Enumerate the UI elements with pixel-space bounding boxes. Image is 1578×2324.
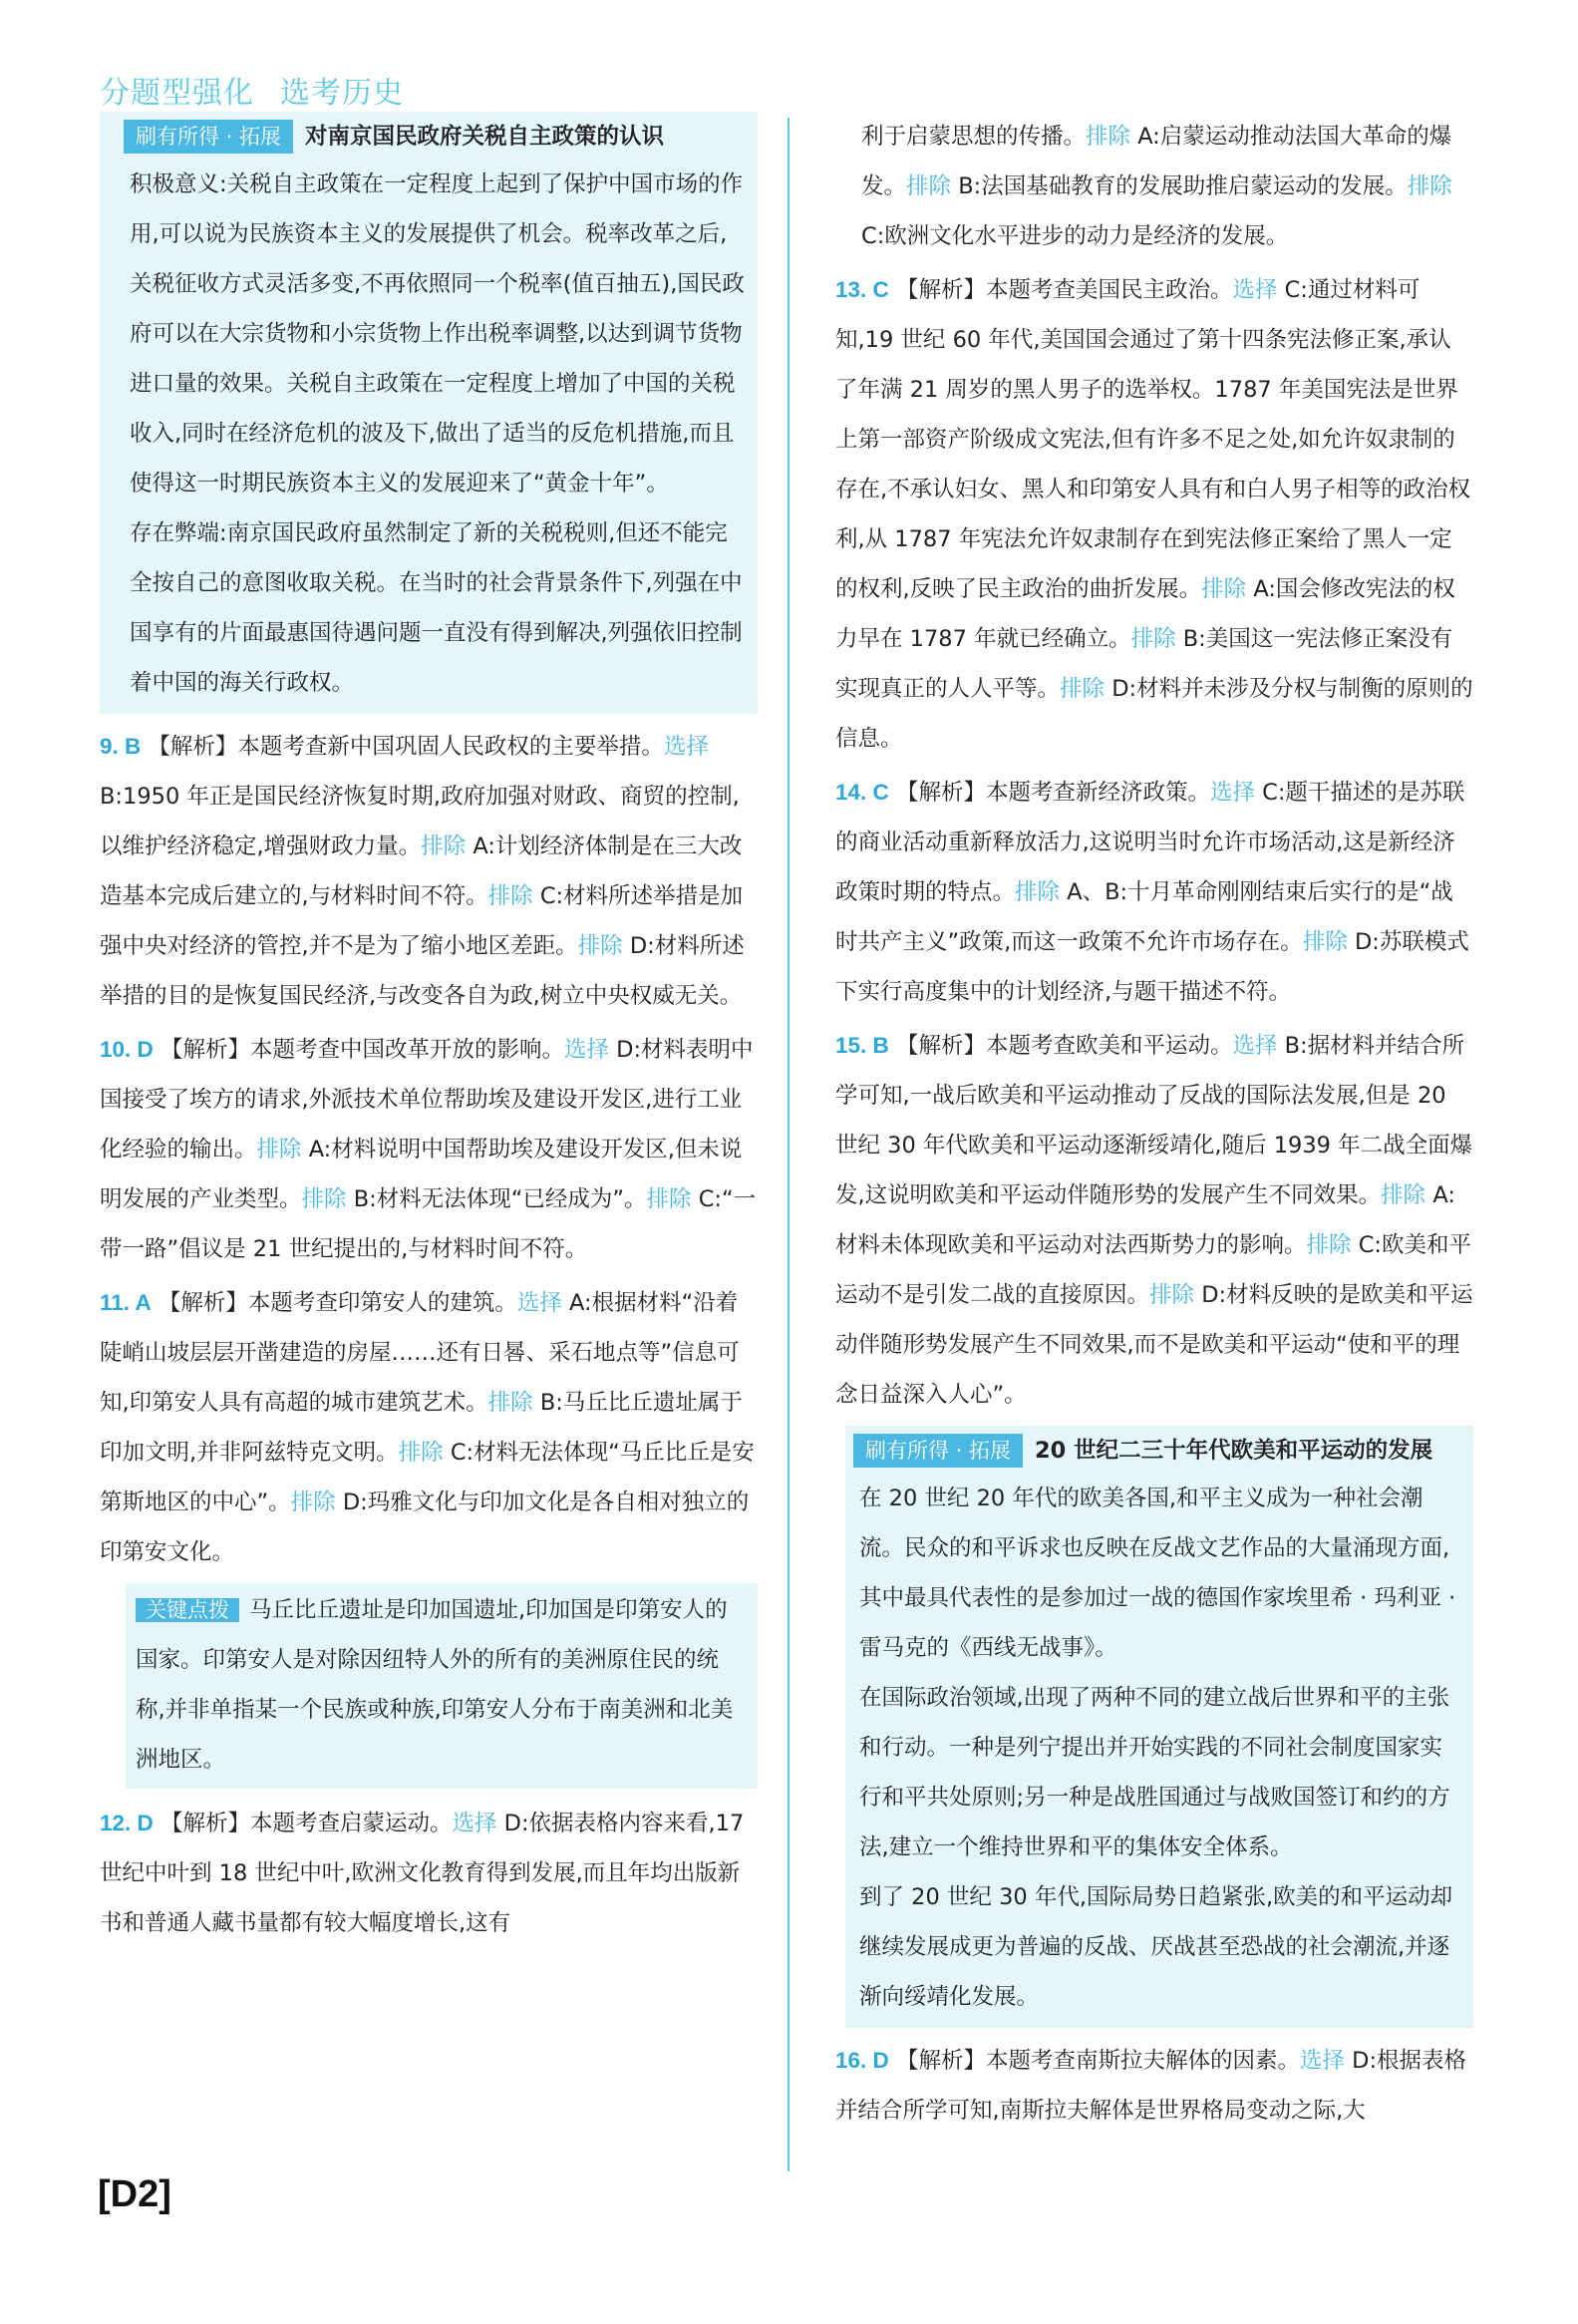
answer-item-16 <box>835 2036 1473 2136</box>
exclude-label: 排除 <box>1381 1182 1426 1208</box>
exclude-label: 排除 <box>646 1186 692 1212</box>
exclude-label: 排除 <box>1306 1232 1352 1258</box>
answer-number: 12. D <box>100 1811 154 1835</box>
analysis-text: B:1950 年正是国民经济恢复时期,政府加强对财政、商贸的控制,以维护经济稳定,增强财政力量。 <box>100 784 740 859</box>
expand-box-header <box>124 114 748 160</box>
column-divider <box>788 118 789 2171</box>
expand-title: 20 世纪二三十年代欧美和平运动的发展 <box>1035 1438 1433 1464</box>
answer-item-13 <box>835 265 1473 764</box>
select-label: 选择 <box>1232 1033 1278 1059</box>
exclude-label: 排除 <box>301 1186 347 1212</box>
expand-tag: 刷有所得 · 拓展 <box>853 1434 1023 1468</box>
exclude-label: 排除 <box>577 933 623 959</box>
analysis-text: B:据材料并结合所学可知,一战后欧美和平运动推动了反战的国际法发展,但是 20 世纪 30 年代欧美和平运动逐渐绥靖化,随后 1939 年二战全面爆发,这说明欧美和平运动伴随形势的发展产生不同效果。 <box>835 1033 1473 1208</box>
analysis-text: D:材料所述举措的目的是恢复国民经济,与改变各自为政,树立中央权威无关。 <box>100 933 745 1009</box>
exclude-label: 排除 <box>421 833 467 859</box>
expand-box-header <box>853 1428 1463 1474</box>
analysis-text: B:美国这一宪法修正案没有实现真正的人人平等。 <box>835 626 1453 702</box>
header-subject: 选考历史 <box>280 76 404 111</box>
analysis-text: C:“一带一路”倡议是 21 世纪提出的,与材料时间不符。 <box>100 1186 757 1262</box>
expand-tag: 刷有所得 · 拓展 <box>124 120 293 154</box>
answer-number: 9. B <box>100 734 142 759</box>
exclude-label: 排除 <box>398 1440 444 1466</box>
analysis-text: B:法国基础教育的发展助推启蒙运动的发展。 <box>958 173 1408 199</box>
exclude-label: 排除 <box>1015 879 1061 905</box>
analysis-text: D:材料并未涉及分权与制衡的原则的信息。 <box>835 676 1473 752</box>
exclude-label: 排除 <box>1407 173 1452 199</box>
answer-item-12-continued <box>835 112 1473 261</box>
analysis-text: C:材料所述举措是加强中央对经济的管控,并不是为了缩小地区差距。 <box>100 883 744 959</box>
analysis-text: 【解析】本题考查美国民主政治。 <box>895 277 1233 303</box>
page-header <box>100 68 404 112</box>
analysis-text: A:国会修改宪法的权力早在 1787 年就已经确立。 <box>835 576 1455 652</box>
key-point-box <box>126 1583 758 1789</box>
analysis-text: C:欧美和平运动不是引发二战的直接原因。 <box>835 1232 1471 1308</box>
answer-number: 14. C <box>835 780 889 805</box>
select-label: 选择 <box>452 1811 497 1836</box>
analysis-text: D:依据表格内容来看,17 世纪中叶到 18 世纪中叶,欧洲文化教育得到发展,而且年均出版新书和普通人藏书量都有较大幅度增长,这有 <box>100 1811 745 1936</box>
expand-paragraph: 到了 20 世纪 30 年代,国际局势日趋紧张,欧美的和平运动却继续发展成更为普遍的反战、厌战甚至恐战的社会潮流,并逐渐向绥靖化发展。 <box>859 1884 1453 2010</box>
answer-item-11 <box>100 1278 758 1577</box>
analysis-text: 【解析】本题考查启蒙运动。 <box>159 1811 453 1836</box>
analysis-text: D:材料反映的是欧美和平运动伴随形势发展产生不同效果,而不是欧美和平运动“使和平的理念日益深入人心”。 <box>835 1282 1473 1408</box>
exclude-label: 排除 <box>1302 929 1348 955</box>
analysis-text: 【解析】本题考查中国改革开放的影响。 <box>159 1037 564 1063</box>
answer-number: 11. A <box>100 1290 152 1315</box>
analysis-text: C:欧洲文化水平进步的动力是经济的发展。 <box>861 223 1289 249</box>
key-point-tag: 关键点拨 <box>136 1598 239 1622</box>
analysis-text: C:题干描述的是苏联的商业活动重新释放活力,这说明当时允许市场活动,这是新经济政策时期的特点。 <box>835 780 1465 905</box>
exclude-label: 排除 <box>487 883 533 909</box>
analysis-text: C:通过材料可知,19 世纪 60 年代,美国国会通过了第十四条宪法修正案,承认了年满 21 周岁的黑人男子的选举权。1787 年美国宪法是世界上第一部资产阶级成文宪法,但有许多不足之处,如允许奴隶制的存在,不承认妇女、黑人和印第安人具有和白人男子相等的政治权利,从 1787 年宪法允许奴隶制存在到宪法修正案给了黑人一定的权利,反映了民主政治的曲折发展。 <box>835 277 1471 602</box>
analysis-text: D:苏联模式下实行高度集中的计划经济,与题干描述不符。 <box>835 929 1469 1005</box>
answer-item-9 <box>100 722 758 1021</box>
answer-number: 16. D <box>835 2048 889 2073</box>
select-label: 选择 <box>1232 277 1278 303</box>
answer-item-12 <box>100 1799 758 1948</box>
analysis-text: 【解析】本题考查南斯拉夫解体的因素。 <box>895 2048 1300 2074</box>
analysis-text: A:启蒙运动推动法国大革命的爆发。 <box>861 124 1452 199</box>
header-series: 分题型强化 <box>100 76 254 111</box>
analysis-text: B:材料无法体现“已经成为”。 <box>353 1186 647 1212</box>
analysis-text: A:材料说明中国帮助埃及建设开发区,但未说明发展的产业类型。 <box>100 1137 743 1212</box>
left-column <box>100 112 758 1948</box>
exclude-label: 排除 <box>290 1490 336 1515</box>
select-label: 选择 <box>563 1037 609 1063</box>
expand-title: 对南京国民政府关税自主政策的认识 <box>305 124 665 150</box>
exclude-label: 排除 <box>1086 124 1131 150</box>
analysis-text: 利于启蒙思想的传播。 <box>861 124 1087 150</box>
key-point-text: 马丘比丘遗址是印加国遗址,印加国是印第安人的国家。印第安人是对除因纽特人外的所有的美洲原住民的统称,并非单指某一个民族或种族,印第安人分布于南美洲和北美洲地区。 <box>136 1597 734 1773</box>
analysis-text: D:根据表格并结合所学可知,南斯拉夫解体是世界格局变动之际,大 <box>835 2048 1467 2124</box>
answer-item-10 <box>100 1025 758 1274</box>
exclude-label: 排除 <box>1201 576 1247 602</box>
page-number: [D2] <box>98 2173 171 2215</box>
analysis-text: A:材料未体现欧美和平运动对法西斯势力的影响。 <box>835 1182 1455 1258</box>
exclude-label: 排除 <box>1149 1282 1195 1308</box>
analysis-text: A、B:十月革命刚刚结束后实行的是“战时共产主义”政策,而这一政策不允许市场存在。 <box>835 879 1453 955</box>
analysis-text: D:材料表明中国接受了埃方的请求,外派技术单位帮助埃及建设开发区,进行工业化经验的输出。 <box>100 1037 754 1162</box>
analysis-text: 【解析】本题考查欧美和平运动。 <box>895 1033 1233 1059</box>
exclude-label: 排除 <box>1130 626 1176 652</box>
exclude-label: 排除 <box>487 1390 533 1416</box>
expand-paragraph: 在 20 世纪 20 年代的欧美各国,和平主义成为一种社会潮流。民众的和平诉求也反映在反战文艺作品的大量涌现方面,其中最具代表性的是参加过一战的德国作家埃里希 · 玛利亚 · 雷马克的《西线无战事》。 <box>859 1486 1456 1661</box>
answer-number: 10. D <box>100 1037 154 1062</box>
analysis-text: 【解析】本题考查印第安人的建筑。 <box>158 1290 517 1316</box>
answer-number: 15. B <box>835 1033 889 1058</box>
expand-box-peace <box>845 1426 1473 2028</box>
select-label: 选择 <box>1299 2048 1345 2074</box>
analysis-text: A:计划经济体制是在三大改造基本完成后建立的,与材料时间不符。 <box>100 833 743 909</box>
expand-box-tariff <box>100 112 758 714</box>
expand-paragraph: 在国际政治领域,出现了两种不同的建立战后世界和平的主张和行动。一种是列宁提出并开始实践的不同社会制度国家实行和平共处原则;另一种是战胜国通过与战败国签订和约的方法,建立一个维持世界和平的集体安全体系。 <box>859 1685 1450 1860</box>
select-label: 选择 <box>663 734 709 760</box>
analysis-text: 【解析】本题考查新经济政策。 <box>895 780 1210 806</box>
right-column <box>835 112 1473 2136</box>
expand-paragraph: 积极意义:关税自主政策在一定程度上起到了保护中国市场的作用,可以说为民族资本主义的发展提供了机会。税率改革之后,关税征收方式灵活多变,不再依照同一个税率(值百抽五),国民政府可以在大宗货物和小宗货物上作出税率调整,以达到调节货物进口量的效果。关税自主政策在一定程度上增加了中国的关税收入,同时在经济危机的波及下,做出了适当的反危机措施,而且使得这一时期民族资本主义的发展迎来了“黄金十年”。 <box>130 171 745 497</box>
answer-number: 13. C <box>835 277 889 302</box>
exclude-label: 排除 <box>906 173 952 199</box>
select-label: 选择 <box>516 1290 562 1316</box>
answer-item-14 <box>835 768 1473 1017</box>
answer-item-15 <box>835 1021 1473 1420</box>
expand-paragraph: 存在弊端:南京国民政府虽然制定了新的关税税则,但还不能完全按自己的意图收取关税。在当时的社会背景条件下,列强在中国享有的片面最惠国待遇问题一直没有得到解决,列强依旧控制着中国的海关行政权。 <box>130 520 743 696</box>
select-label: 选择 <box>1209 780 1255 806</box>
exclude-label: 排除 <box>256 1137 302 1162</box>
analysis-text: D:玛雅文化与印加文化是各自相对独立的印第安文化。 <box>100 1490 750 1565</box>
analysis-text: A:根据材料“沿着陡峭山坡层层开凿建造的房屋……还有日晷、采石地点等”信息可知,印第安人具有高超的城市建筑艺术。 <box>100 1290 740 1416</box>
exclude-label: 排除 <box>1060 676 1105 702</box>
analysis-text: C:材料无法体现“马丘比丘是安第斯地区的中心”。 <box>100 1440 755 1515</box>
analysis-text: B:马丘比丘遗址属于印加文明,并非阿兹特克文明。 <box>100 1390 743 1466</box>
analysis-text: 【解析】本题考查新中国巩固人民政权的主要举措。 <box>148 734 664 760</box>
